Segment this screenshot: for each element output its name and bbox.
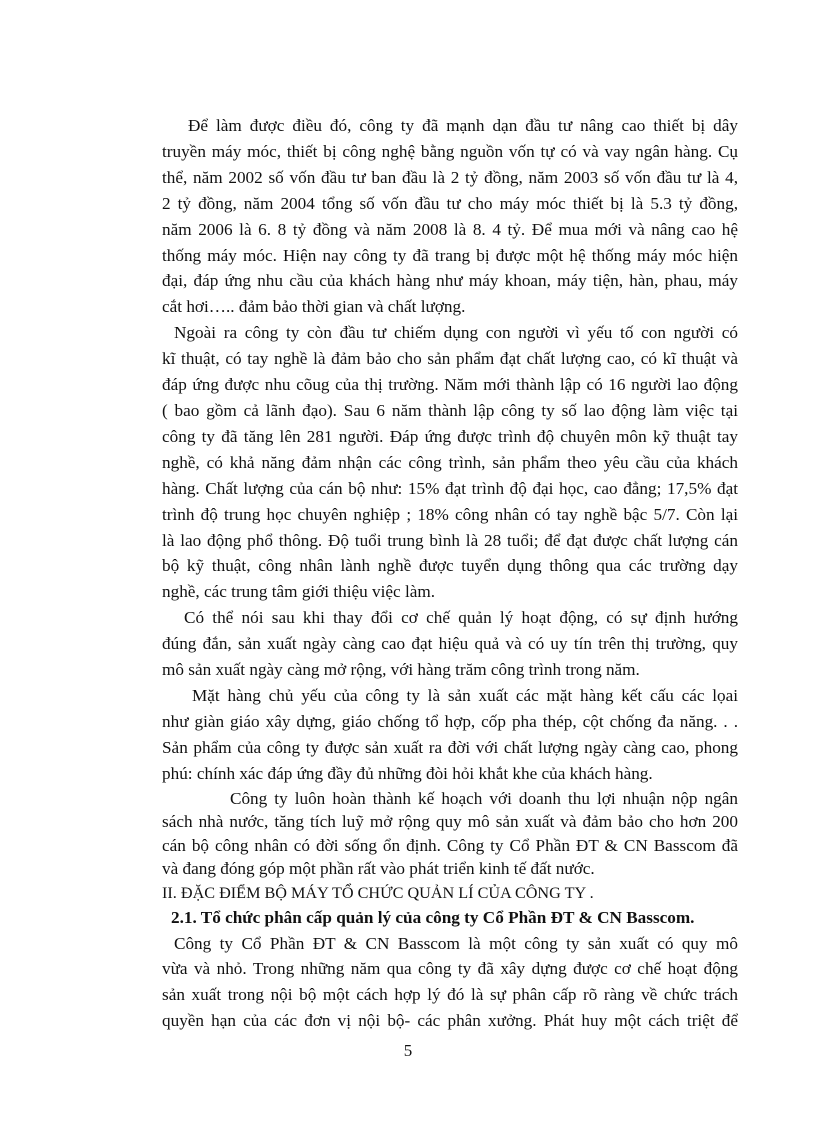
paragraph-organization bbox=[162, 931, 738, 1035]
text-line: sách nhà nước, tăng tích luỹ mở rộng quy mô sản xuất và đảm bảo cho hơn 200 bbox=[162, 812, 738, 832]
text-line: hàng. Chất lượng của cán bộ như: 15% đạt trình độ đại học, cao đẳng; 17,5% đạt bbox=[162, 478, 738, 498]
paragraph-management-change bbox=[162, 605, 738, 683]
text-line: phú: chính xác đáp ứng đầy đủ những đòi hỏi khắt khe của khách hàng. bbox=[162, 763, 653, 783]
text-line: Ngoài ra công ty còn đầu tư chiếm dụng con người vì yếu tố con người có bbox=[174, 323, 738, 343]
text-line: Mặt hàng chủ yếu của công ty là sản xuất các mặt hàng kết cấu các lọai bbox=[192, 685, 738, 705]
paragraph-plan-completion bbox=[162, 787, 738, 881]
paragraph-investment bbox=[162, 113, 738, 320]
text-line: trình độ trung học chuyên nghiệp ; 18% công nhân có tay nghề bậc 5/7. Còn lại bbox=[162, 504, 738, 524]
paragraph-workforce bbox=[162, 320, 738, 605]
text-line: cắt hơi….. đảm bảo thời gian và chất lượng. bbox=[162, 297, 466, 317]
text-line: kĩ thuật, có tay nghề là đảm bảo cho sản phẩm đạt chất lượng cao, có kĩ thuật và bbox=[162, 349, 738, 369]
text-line: thống máy móc. Hiện nay công ty đã trang bị được một hệ thống máy móc hiện bbox=[162, 245, 738, 265]
text-line: truyền máy móc, thiết bị công nghệ bằng nguồn vốn tự có và vay ngân hàng. Cụ bbox=[162, 141, 738, 161]
text-line: nghề, các trung tâm giới thiệu việc làm. bbox=[162, 582, 436, 602]
page-number: 5 bbox=[403, 1041, 413, 1060]
text-line: nghề, có khả năng đảm nhận các công trình, sản phẩm theo yêu cầu của khách bbox=[162, 452, 738, 472]
text-line: thể, năm 2002 số vốn đầu tư ban đầu là 2 tỷ đồng, năm 2003 số vốn đầu tư là 4, bbox=[162, 167, 738, 187]
body-text bbox=[162, 113, 738, 1034]
text-line: 2 tỷ đồng, năm 2004 tổng số vốn đầu tư cho máy móc thiết bị là 5.3 tỷ đồng, bbox=[162, 193, 738, 213]
paragraph-products bbox=[162, 683, 738, 787]
text-line: mô sản xuất ngày càng mở rộng, với hàng trăm công trình trong năm. bbox=[162, 660, 640, 680]
text-line: bộ kỹ thuật, công nhân lành nghề được tuyển dụng thông qua các trường dạy bbox=[162, 556, 738, 576]
text-line: quyền hạn của các đơn vị nội bộ- các phân xưởng. Phát huy một cách triệt để bbox=[162, 1011, 738, 1031]
text-line: Công ty Cổ Phần ĐT & CN Basscom là một công ty sản xuất có quy mô bbox=[174, 933, 738, 953]
text-line: đại, đáp ứng nhu cầu của khách hàng như máy khoan, máy tiện, hàn, phau, máy bbox=[162, 271, 738, 291]
text-line: đúng đắn, sản xuất ngày càng cao đạt hiệu quả và có uy tín trên thị trường, quy bbox=[162, 634, 738, 654]
text-line: Sản phẩm của công ty được sản xuất ra đời với chất lượng ngày càng cao, phong bbox=[162, 737, 738, 757]
section-heading: II. ĐẶC ĐIỂM BỘ MÁY TỔ CHỨC QUẢN LÍ CỦA CÔNG TY . bbox=[162, 883, 594, 902]
text-line: sản xuất trong nội bộ một cách hợp lý đó là sự phân cấp rõ ràng về chức trách bbox=[162, 985, 738, 1005]
text-line: Có thể nói sau khi thay đổi cơ chế quản lý hoạt động, có sự định hướng bbox=[184, 608, 738, 628]
text-line: Công ty luôn hoàn thành kế hoạch với doanh thu lợi nhuận nộp ngân bbox=[230, 788, 738, 808]
text-line: cán bộ công nhân có đời sống ổn định. Công ty Cổ Phần ĐT & CN Basscom đã bbox=[162, 835, 738, 855]
text-line: vừa và nhỏ. Trong những năm qua công ty đã xây dựng được cơ chế hoạt động bbox=[162, 959, 738, 979]
text-line: và đang đóng góp một phần rất vào phát triển kinh tế đất nước. bbox=[162, 859, 595, 879]
text-line: ( bao gồm cả lãnh đạo). Sau 6 năm thành lập công ty số lao động làm việc tại bbox=[162, 400, 738, 420]
text-line: như giàn giáo xây dựng, giáo chống tổ hợp, cốp pha thép, cột chống đa năng. . . bbox=[162, 711, 738, 731]
text-line: năm 2006 là 6. 8 tỷ đồng và năm 2008 là 8. 4 tỷ. Để mua mới và nâng cao hệ bbox=[162, 219, 738, 239]
text-line: Để làm được điều đó, công ty đã mạnh dạn đầu tư nâng cao thiết bị dây bbox=[188, 116, 738, 135]
text-line: là lao động phổ thông. Độ tuổi trung bình là 28 tuổi; để đạt được chất lượng cán bbox=[162, 530, 738, 550]
text-line: đáp ứng được nhu cõug của thị trường. Năm mới thành lập có 16 người lao động bbox=[162, 375, 738, 395]
text-line: công ty đã tăng lên 281 người. Đáp ứng được trình độ chuyên môn kỹ thuật tay bbox=[162, 426, 738, 446]
subsection-heading: 2.1. Tổ chức phân cấp quản lý của công ty Cổ Phần ĐT & CN Basscom. bbox=[171, 907, 695, 927]
